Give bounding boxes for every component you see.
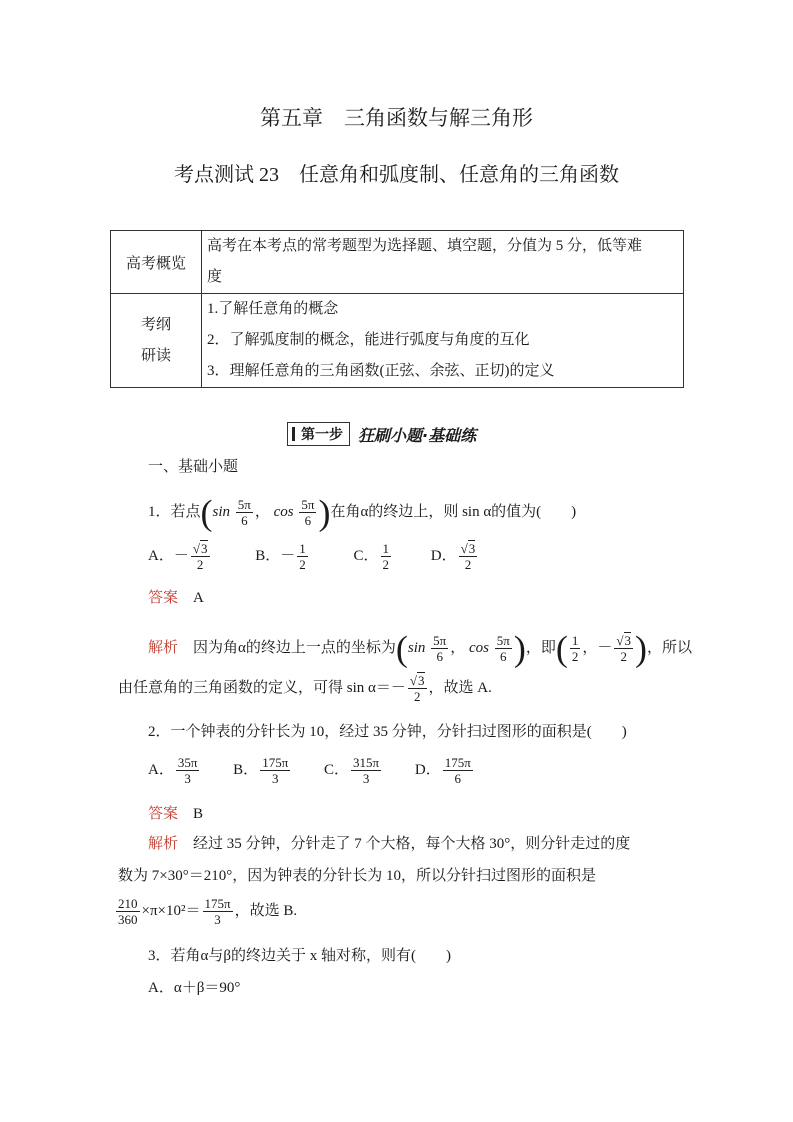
step-badge: 第一步 <box>287 422 350 446</box>
overview-text-line: 高考在本考点的常考题型为选择题、填空题，分值为 5 分，低等难 <box>207 238 643 254</box>
question-1-options: A．－ $\frac{√3}{2}$ B．－ $\frac{1}{2}$ C． $\frac{1}{2}$ D． $\frac{√3}{2}$ <box>148 541 476 573</box>
syllabus-label-line: 考纲 <box>140 316 171 333</box>
step-header <box>287 422 476 446</box>
question-2-analysis-line2: 数为 7×30°＝210°，因为钟表的分针长为 10，所以分针扫过图形的面积是 <box>118 868 596 884</box>
overview-label: 高考概览 <box>111 231 202 294</box>
question-2-answer: 答案 B <box>148 806 204 822</box>
syllabus-items <box>202 294 684 388</box>
chapter-title: 第五章 三角函数与解三角形 <box>260 106 533 130</box>
overview-text <box>202 231 684 294</box>
overview-table <box>110 230 684 388</box>
section-heading: 一、基础小题 <box>148 459 239 475</box>
question-1-analysis-line2: 由任意角的三角函数的定义，可得 sin α＝－ $\frac{√3}{2}$ ，故选 A. <box>118 673 492 705</box>
question-1-answer: 答案 A <box>148 590 204 606</box>
question-3-option-a: A．α＋β＝90° <box>148 980 241 996</box>
question-3: 3．若角α与β的终边关于 x 轴对称，则有( ) <box>148 948 451 964</box>
overview-text-line: 度 <box>207 269 223 285</box>
question-2-options: A． $\frac{35\pi}{3}$ B． $\frac{175\pi}{3}$ C． $\frac{315\pi}{3}$ D． $\frac{175\pi}{6}$ <box>148 755 471 787</box>
question-1: 1．若点(sin $\frac{5\pi}{6}$ ， cos $\frac{5\pi}{6}$ )在角α的终边上，则 sin α的值为( ) <box>148 492 577 533</box>
syllabus-label <box>111 294 202 388</box>
syllabus-item: 3．理解任意角的三角函数(正弦、余弦、正切)的定义 <box>207 363 555 379</box>
step-title: 狂刷小题·基础练 <box>358 425 477 445</box>
section-title: 考点测试 23 任意角和弧度制、任意角的三角函数 <box>174 164 619 186</box>
question-2-analysis: 解析 经过 35 分钟，分针走了 7 个大格，每个大格 30°，则分针走过的度 <box>148 836 631 852</box>
syllabus-item: 1.了解任意角的概念 <box>207 301 339 317</box>
syllabus-label-line: 研读 <box>140 347 171 364</box>
question-2: 2．一个钟表的分针长为 10，经过 35 分钟，分针扫过图形的面积是( ) <box>148 724 627 740</box>
syllabus-item: 2．了解弧度制的概念，能进行弧度与角度的互化 <box>207 332 530 348</box>
question-1-analysis: 解析 因为角α的终边上一点的坐标为(sin $\frac{5\pi}{6}$ ， cos $\frac{5\pi}{6}$ )，即( $\frac{1}{2}$ ，－ $\frac{√3}{2}$ )，所以 <box>148 628 693 669</box>
question-2-analysis-line3: $\frac{210}{360}$ ×π×10²＝ $\frac{175\pi}{3}$ ，故选 B. <box>118 896 298 928</box>
